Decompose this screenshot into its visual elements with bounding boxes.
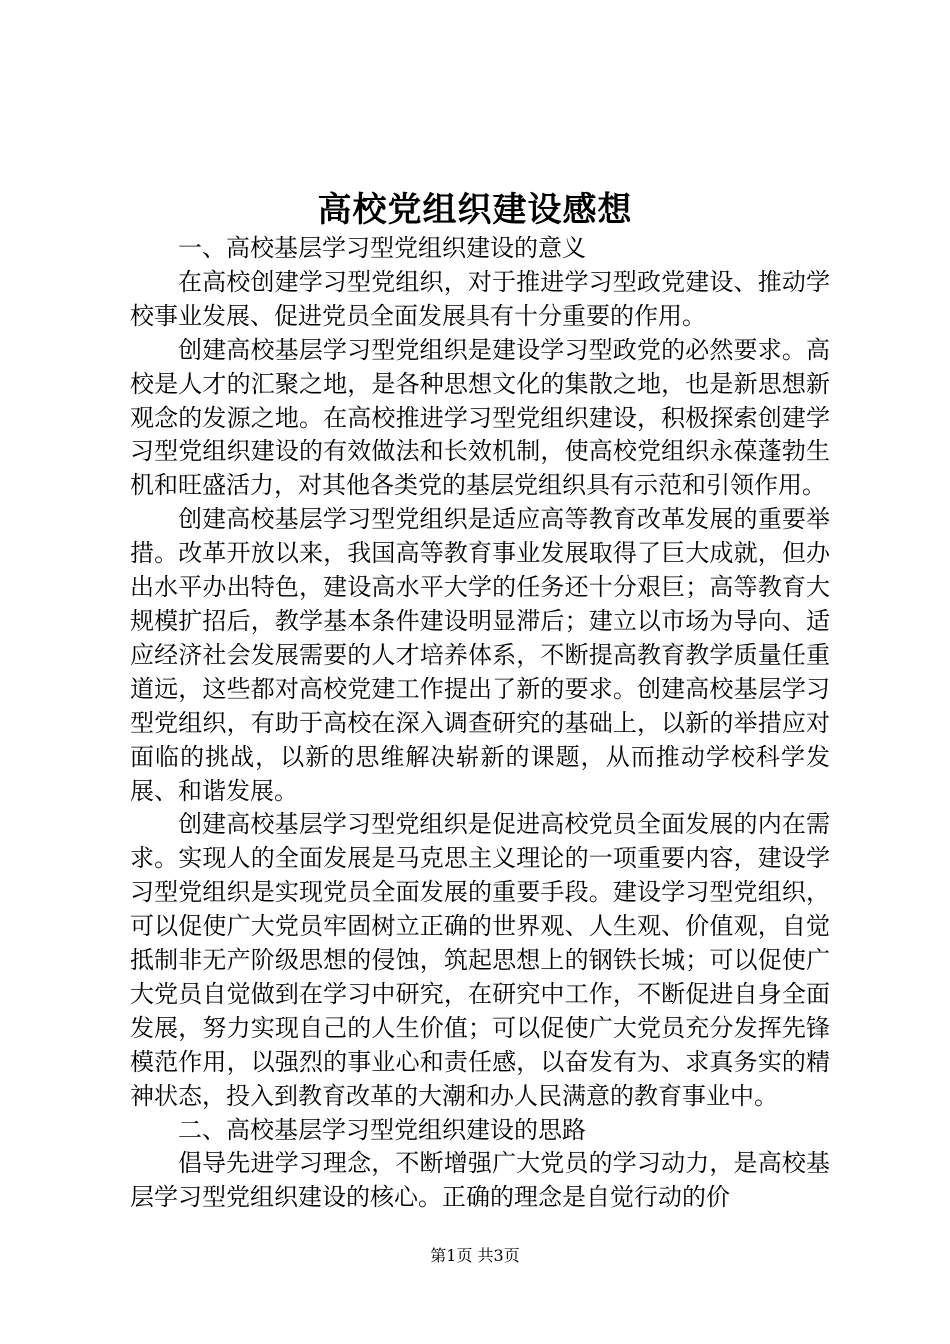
document-body xyxy=(130,232,830,1215)
page-footer: 第1页 共3页 xyxy=(430,1246,520,1265)
paragraph-2: 创建高校基层学习型党组织是建设学习型政党的必然要求。高校是人才的汇聚之地，是各种思想文化的集散之地，也是新思想新观念的发源之地。在高校推进学习型党组织建设，积极探索创建学习型党组织建设的有效做法和长效机制，使高校党组织永葆蓬勃生机和旺盛活力，对其他各类党的基层党组织具有示范和引领作用。 xyxy=(130,335,830,500)
paragraph-5: 倡导先进学习理念，不断增强广大党员的学习动力，是高校基层学习型党组织建设的核心。正确的理念是自觉行动的价 xyxy=(130,1149,830,1212)
section-heading-1: 一、高校基层学习型党组织建设的意义 xyxy=(178,234,586,262)
paragraph-1: 在高校创建学习型党组织，对于推进学习型政党建设、推动学校事业发展、促进党员全面发展具有十分重要的作用。 xyxy=(130,267,830,330)
document-title: 高校党组织建设感想 xyxy=(317,190,633,230)
paragraph-4: 创建高校基层学习型党组织是促进高校党员全面发展的内在需求。实现人的全面发展是马克思主义理论的一项重要内容，建设学习型党组织是实现党员全面发展的重要手段。建设学习型党组织，可以促使广大党员牢固树立正确的世界观、人生观、价值观，自觉抵制非无产阶级思想的侵蚀，筑起思想上的钢铁长城；可以促使广大党员自觉做到在学习中研究，在研究中工作，不断促进自身全面发展，努力实现自己的人生价值；可以促使广大党员充分发挥先锋模范作用，以强烈的事业心和责任感，以奋发有为、求真务实的精神状态，投入到教育改革的大潮和办人民满意的教育事业中。 xyxy=(130,810,830,1110)
section-heading-2: 二、高校基层学习型党组织建设的思路 xyxy=(178,1115,586,1144)
paragraph-3: 创建高校基层学习型党组织是适应高等教育改革发展的重要举措。改革开放以来，我国高等教育事业发展取得了巨大成就，但办出水平办出特色，建设高水平大学的任务还十分艰巨；高等教育大规模扩招后，教学基本条件建设明显滞后；建立以市场为导向、适应经济社会发展需要的人才培养体系，不断提高教育教学质量任重道远，这些都对高校党建工作提出了新的要求。创建高校基层学习型党组织，有助于高校在深入调查研究的基础上，以新的举措应对面临的挑战，以新的思维解决崭新的课题，从而推动学校科学发展、和谐发展。 xyxy=(130,505,830,805)
